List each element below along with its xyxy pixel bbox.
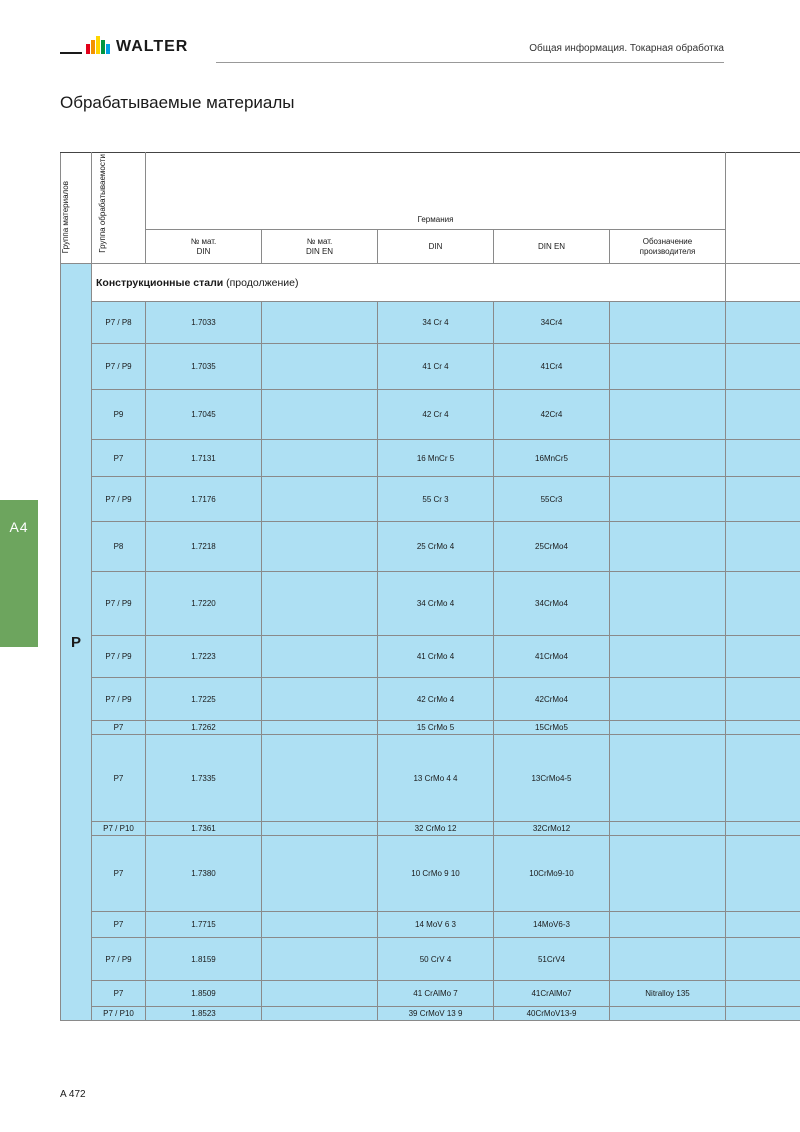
din-en-no-cell	[262, 477, 378, 522]
group-cell: P7 / P9	[92, 636, 146, 678]
din-no-cell: 1.7045	[146, 390, 262, 440]
table-row	[61, 822, 800, 836]
din-en-cell: 32CrMo12	[494, 822, 610, 836]
next-column-cell	[726, 822, 800, 836]
din-en-cell: 10CrMo9-10	[494, 836, 610, 912]
din-no-cell: 1.8159	[146, 938, 262, 981]
din-en-cell: 41CrAlMo7	[494, 981, 610, 1007]
side-tab-label: A4	[9, 519, 29, 535]
table-row	[61, 981, 800, 1007]
maker-cell	[610, 1007, 726, 1021]
next-column-cell	[726, 477, 800, 522]
din-en-no-cell	[262, 678, 378, 721]
din-en-no-cell	[262, 981, 378, 1007]
table-row	[61, 912, 800, 938]
din-en-no-cell	[262, 440, 378, 477]
din-no-cell: 1.7218	[146, 522, 262, 572]
table-row	[61, 572, 800, 636]
din-en-cell: 14MoV6-3	[494, 912, 610, 938]
header-din: DIN	[378, 230, 494, 264]
table-row	[61, 721, 800, 735]
header-manufacturer: Обозначение производителя	[610, 230, 726, 264]
side-tab	[0, 500, 38, 647]
header-din-en: DIN EN	[494, 230, 610, 264]
next-column-cell	[726, 912, 800, 938]
maker-cell	[610, 636, 726, 678]
din-en-no-cell	[262, 721, 378, 735]
din-en-no-cell	[262, 836, 378, 912]
din-no-cell: 1.7262	[146, 721, 262, 735]
din-cell: 13 CrMo 4 4	[378, 735, 494, 822]
table-row	[61, 1007, 800, 1021]
din-cell: 55 Cr 3	[378, 477, 494, 522]
din-en-cell: 41Cr4	[494, 344, 610, 390]
group-cell: P9	[92, 390, 146, 440]
next-column-cell	[726, 302, 800, 344]
din-no-cell: 1.7176	[146, 477, 262, 522]
maker-cell	[610, 344, 726, 390]
maker-cell	[610, 477, 726, 522]
din-no-cell: 1.7380	[146, 836, 262, 912]
din-cell: 16 MnCr 5	[378, 440, 494, 477]
din-en-cell: 13CrMo4-5	[494, 735, 610, 822]
din-en-no-cell	[262, 302, 378, 344]
table-row	[61, 522, 800, 572]
din-cell: 15 CrMo 5	[378, 721, 494, 735]
din-cell: 42 CrMo 4	[378, 678, 494, 721]
din-no-cell: 1.7225	[146, 678, 262, 721]
din-cell: 41 Cr 4	[378, 344, 494, 390]
din-en-cell: 16MnCr5	[494, 440, 610, 477]
maker-cell	[610, 522, 726, 572]
header-country: Германия	[146, 153, 726, 230]
din-no-cell: 1.7131	[146, 440, 262, 477]
next-column-cell	[726, 981, 800, 1007]
table-row	[61, 390, 800, 440]
group-cell: P7 / P9	[92, 938, 146, 981]
next-column-cell	[726, 636, 800, 678]
din-en-no-cell	[262, 912, 378, 938]
header-next-column	[726, 153, 800, 264]
table-row	[61, 344, 800, 390]
group-cell: P7	[92, 735, 146, 822]
group-cell: P7	[92, 836, 146, 912]
page-number: A 472	[60, 1089, 86, 1100]
din-en-cell: 42CrMo4	[494, 678, 610, 721]
maker-cell	[610, 572, 726, 636]
din-en-no-cell	[262, 572, 378, 636]
din-en-no-cell	[262, 522, 378, 572]
section-heading: Конструкционные стали (продолжение)	[92, 264, 726, 302]
din-en-cell: 42Cr4	[494, 390, 610, 440]
materials-table-body	[61, 264, 800, 1021]
next-column-cell	[726, 735, 800, 822]
logo-bar-green	[101, 40, 105, 54]
din-cell: 34 Cr 4	[378, 302, 494, 344]
table-row	[61, 636, 800, 678]
next-column-cell	[726, 721, 800, 735]
din-no-cell: 1.7035	[146, 344, 262, 390]
next-column-cell	[726, 938, 800, 981]
next-column-cell	[726, 390, 800, 440]
din-no-cell: 1.7361	[146, 822, 262, 836]
din-cell: 42 Cr 4	[378, 390, 494, 440]
din-en-cell: 34Cr4	[494, 302, 610, 344]
din-en-no-cell	[262, 636, 378, 678]
din-en-no-cell	[262, 938, 378, 981]
din-en-cell: 51CrV4	[494, 938, 610, 981]
table-row	[61, 678, 800, 721]
next-column-cell	[726, 678, 800, 721]
din-cell: 25 CrMo 4	[378, 522, 494, 572]
din-en-no-cell	[262, 1007, 378, 1021]
din-en-no-cell	[262, 344, 378, 390]
maker-cell	[610, 390, 726, 440]
group-cell: P8	[92, 522, 146, 572]
din-en-no-cell	[262, 735, 378, 822]
maker-cell	[610, 302, 726, 344]
din-cell: 34 CrMo 4	[378, 572, 494, 636]
group-cell: P7	[92, 721, 146, 735]
section-heading-right	[726, 264, 800, 302]
group-cell: P7	[92, 912, 146, 938]
logo-bar-red	[86, 44, 90, 54]
maker-cell	[610, 912, 726, 938]
maker-cell	[610, 735, 726, 822]
group-cell: P7 / P8	[92, 302, 146, 344]
next-column-cell	[726, 344, 800, 390]
page-title: Обрабатываемые материалы	[60, 93, 295, 112]
din-en-cell: 34CrMo4	[494, 572, 610, 636]
din-no-cell: 1.7033	[146, 302, 262, 344]
walter-logo	[60, 34, 200, 60]
din-cell: 41 CrAlMo 7	[378, 981, 494, 1007]
next-column-cell	[726, 836, 800, 912]
table-row	[61, 836, 800, 912]
next-column-cell	[726, 572, 800, 636]
din-en-cell: 41CrMo4	[494, 636, 610, 678]
next-column-cell	[726, 522, 800, 572]
table-row	[61, 735, 800, 822]
maker-cell	[610, 836, 726, 912]
din-cell: 39 CrMoV 13 9	[378, 1007, 494, 1021]
header-din-en-no: № мат. DIN EN	[262, 230, 378, 264]
din-no-cell: 1.7220	[146, 572, 262, 636]
group-cell: P7	[92, 440, 146, 477]
din-cell: 32 CrMo 12	[378, 822, 494, 836]
din-no-cell: 1.8523	[146, 1007, 262, 1021]
maker-cell	[610, 678, 726, 721]
group-cell: P7 / P10	[92, 1007, 146, 1021]
header-material-group: Группа материалов	[61, 153, 92, 264]
group-cell: P7 / P9	[92, 572, 146, 636]
header-machinability-group: Группа обрабатываемости	[92, 153, 146, 264]
table-row	[61, 477, 800, 522]
group-cell: P7 / P9	[92, 344, 146, 390]
din-cell: 14 MoV 6 3	[378, 912, 494, 938]
logo-wordmark: WALTER	[116, 38, 189, 55]
materials-table-wrap	[60, 152, 800, 1030]
group-cell: P7 / P10	[92, 822, 146, 836]
din-en-no-cell	[262, 822, 378, 836]
table-row	[61, 938, 800, 981]
logo-bar-yellow	[96, 36, 100, 54]
group-cell: P7 / P9	[92, 678, 146, 721]
din-en-cell: 25CrMo4	[494, 522, 610, 572]
next-column-cell	[726, 440, 800, 477]
din-cell: 50 CrV 4	[378, 938, 494, 981]
maker-cell	[610, 938, 726, 981]
din-en-cell: 55Cr3	[494, 477, 610, 522]
din-en-cell: 15CrMo5	[494, 721, 610, 735]
header-rule	[216, 62, 724, 63]
din-en-cell: 40CrMoV13-9	[494, 1007, 610, 1021]
din-no-cell: 1.7223	[146, 636, 262, 678]
header-section-title: Общая информация. Токарная обработка	[529, 43, 724, 54]
materials-table	[60, 152, 800, 1021]
logo-line	[60, 52, 82, 54]
group-cell: P7 / P9	[92, 477, 146, 522]
din-cell: 10 CrMo 9 10	[378, 836, 494, 912]
maker-cell	[610, 822, 726, 836]
table-row	[61, 440, 800, 477]
table-row	[61, 302, 800, 344]
maker-cell	[610, 721, 726, 735]
din-no-cell: 1.7715	[146, 912, 262, 938]
din-no-cell: 1.7335	[146, 735, 262, 822]
din-no-cell: 1.8509	[146, 981, 262, 1007]
logo-bar-blue	[106, 44, 110, 54]
din-cell: 41 CrMo 4	[378, 636, 494, 678]
material-group-cell: P	[61, 264, 92, 1021]
next-column-cell	[726, 1007, 800, 1021]
din-en-no-cell	[262, 390, 378, 440]
maker-cell	[610, 440, 726, 477]
maker-cell: Nitralloy 135	[610, 981, 726, 1007]
header-din-no: № мат. DIN	[146, 230, 262, 264]
group-cell: P7	[92, 981, 146, 1007]
logo-bar-orange	[91, 40, 95, 54]
